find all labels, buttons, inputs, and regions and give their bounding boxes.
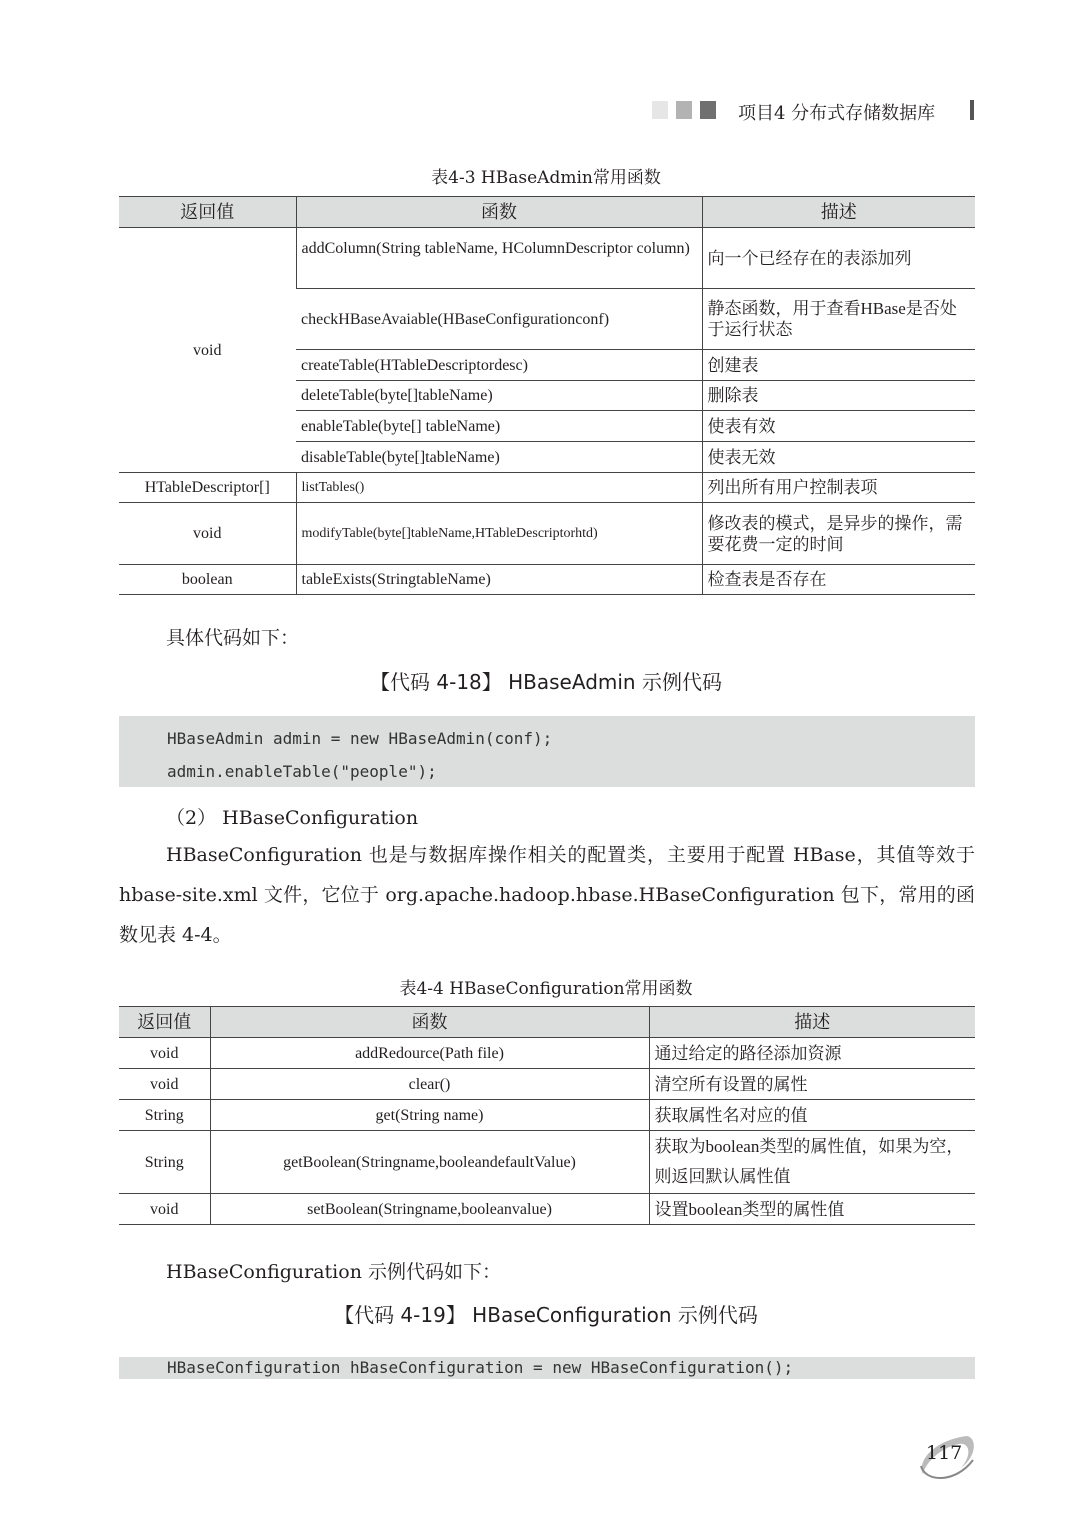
running-header: 项目4 分布式存储数据库: [738, 103, 936, 124]
function-cell: listTables(): [296, 473, 702, 503]
code-title: 【代码 4-19】 HBaseConfiguration 示例代码: [334, 1303, 758, 1327]
code-line: HBaseAdmin admin = new HBaseAdmin(conf);: [167, 729, 553, 748]
function-cell: get(String name): [210, 1100, 649, 1131]
desc-cell: 检查表是否存在: [702, 565, 975, 595]
function-cell: tableExists(StringtableName): [296, 565, 702, 595]
col-header: 函数: [210, 1007, 649, 1038]
section-heading: （2） HBaseConfiguration: [166, 807, 419, 829]
code-block: [119, 716, 975, 787]
table-row: [119, 228, 975, 289]
desc-cell: 清空所有设置的属性: [649, 1069, 975, 1100]
function-cell: enableTable(byte[] tableName): [296, 411, 702, 442]
return-cell: HTableDescriptor[]: [119, 473, 296, 503]
intro-text: HBaseConfiguration 示例代码如下：: [166, 1261, 501, 1283]
code-block: [119, 1357, 975, 1379]
table1-caption: 表4-3 HBaseAdmin常用函数: [431, 168, 661, 188]
return-cell: void: [119, 1069, 210, 1100]
code-line: HBaseConfiguration hBaseConfiguration = new HBaseConfiguration();: [167, 1358, 794, 1377]
function-cell: setBoolean(Stringname,booleanvalue): [210, 1194, 649, 1225]
desc-cell: 创建表: [702, 350, 975, 381]
desc-cell: 获取属性名对应的值: [649, 1100, 975, 1131]
col-header: 返回值: [119, 1007, 210, 1038]
header-square-dark: [700, 101, 716, 119]
function-cell: disableTable(byte[]tableName): [296, 442, 702, 473]
function-cell: addColumn(String tableName, HColumnDescriptor column): [296, 228, 702, 289]
header-square-light: [652, 101, 668, 119]
function-cell: deleteTable(byte[]tableName): [296, 381, 702, 411]
desc-cell: 静态函数，用于查看HBase是否处于运行状态: [702, 289, 975, 350]
table-row: [119, 473, 975, 503]
desc-cell: 获取为boolean类型的属性值，如果为空，则返回默认属性值: [649, 1131, 975, 1194]
function-cell: checkHBaseAvaiable(HBaseConfigurationconf): [296, 289, 702, 350]
table-row: [119, 1038, 975, 1069]
table2-caption: 表4-4 HBaseConfiguration常用函数: [399, 979, 693, 999]
desc-cell: 删除表: [702, 381, 975, 411]
table-row: [119, 1069, 975, 1100]
desc-cell: 向一个已经存在的表添加列: [702, 228, 975, 289]
intro-text: 具体代码如下：: [166, 627, 300, 649]
table-hbaseconfiguration: [119, 1006, 975, 1225]
col-header: 描述: [702, 197, 975, 228]
return-cell: String: [119, 1131, 210, 1194]
desc-cell: 通过给定的路径添加资源: [649, 1038, 975, 1069]
col-header: 函数: [296, 197, 702, 228]
desc-cell: 修改表的模式，是异步的操作，需要花费一定的时间: [702, 503, 975, 565]
return-cell: void: [119, 1194, 210, 1225]
function-cell: getBoolean(Stringname,booleandefaultValue): [210, 1131, 649, 1194]
function-cell: clear(): [210, 1069, 649, 1100]
desc-cell: 使表无效: [702, 442, 975, 473]
table-row: [119, 1131, 975, 1194]
return-cell: void: [119, 503, 296, 565]
table-row: [119, 565, 975, 595]
header-square-mid: [676, 101, 692, 119]
desc-cell: 列出所有用户控制表项: [702, 473, 975, 503]
function-cell: createTable(HTableDescriptordesc): [296, 350, 702, 381]
return-cell: String: [119, 1100, 210, 1131]
table-hbaseadmin: [119, 196, 975, 595]
header-bar: [970, 100, 974, 120]
code-line: admin.enableTable("people");: [167, 762, 437, 781]
page-number: 117: [926, 1442, 963, 1464]
col-header: 返回值: [119, 197, 296, 228]
table-row: [119, 503, 975, 565]
table-row: [119, 1194, 975, 1225]
paragraph: HBaseConfiguration 也是与数据库操作相关的配置类，主要用于配置 HBase，其值等效于 hbase-site.xml 文件，它位于 org.apache.hadoop.hbase.HBaseConfiguration 包下，常用的函数见表 4-4。: [119, 844, 975, 946]
code-title: 【代码 4-18】 HBaseAdmin 示例代码: [370, 670, 722, 694]
desc-cell: 设置boolean类型的属性值: [649, 1194, 975, 1225]
col-header: 描述: [649, 1007, 975, 1038]
function-cell: addRedource(Path file): [210, 1038, 649, 1069]
table-row: [119, 1100, 975, 1131]
return-cell: void: [119, 228, 296, 473]
function-cell: modifyTable(byte[]tableName,HTableDescriptorhtd): [296, 503, 702, 565]
return-cell: void: [119, 1038, 210, 1069]
desc-cell: 使表有效: [702, 411, 975, 442]
return-cell: boolean: [119, 565, 296, 595]
